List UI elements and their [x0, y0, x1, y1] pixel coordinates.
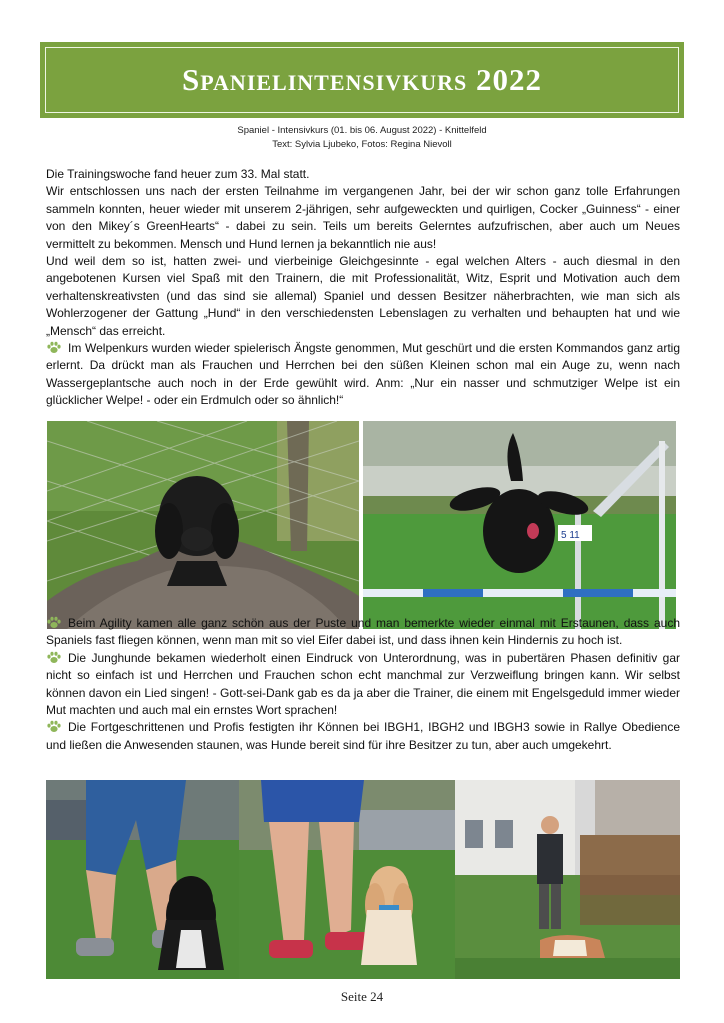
junghunde-text: Die Junghunde bekamen wiederholt einen Eindruck von Unterordnung, was in pubertären Phasen definitiv gar nicht so einfach ist und Herrchen und Frauchen schon echt manchmal zur Verzweiflung bringen kann. Wir selbst können davon ein Lied singen! - Gott-sei-Dank gab es da ja aber die Trainer, die einem mit Engelsgeduld immer wieder Mut machten und auch mal ein ernstes Wort sprachen! [46, 650, 680, 718]
title-frame [45, 47, 679, 113]
welpen-paragraph [46, 340, 680, 410]
paw-icon [46, 341, 62, 354]
junghunde-paragraph [46, 650, 680, 720]
fortgeschrittene-paragraph [46, 719, 680, 754]
agility-paragraph [46, 615, 680, 650]
article-subtitle: Spaniel - Intensivkurs (01. bis 06. August 2022) - Knittelfeld [237, 125, 487, 136]
article-top-text [46, 166, 680, 410]
obstacle-number-sign: 5 11 [561, 530, 580, 541]
photo-cocker-heel-left [46, 780, 239, 979]
intro-paragraph-2: Und weil dem so ist, hatten zwei- und vierbeinige Gleichgesinnte - egal welchen Alters - auch diesmal in den angebotenen Kursen viel Spaß mit den Trainern, die mit Professionalität, Witz, Esprit und Motivation auch dem verhaltenskreativsten (und das sind sie allemal) Spaniel und dessen Besitzer näherbrachten, wie man sich als Wohlerzogener der Gattung „Hund“ in den verschiedensten Lebenslagen zu verhalten und behaupten hat und wie „Mensch“ das erreicht. [46, 254, 680, 338]
intro-paragraph: Wir entschlossen uns nach der ersten Teilnahme im vergangenen Jahr, bei der wir schon ganz tolle Erfahrungen sammeln konnten, heuer wieder mit unserem 2-jährigen, sehr aufgeweckten und quirligen, Cocker „Guinness“ - einer von den Mikey´s GreenHearts“ - dabei zu sein. Teils um bereits Gelerntes aufzufrischen, aber auch um Neues vermittelt zu bekommen. Mensch und Hund lernen ja bekanntlich nie aus! [46, 184, 680, 251]
intro-line: Die Trainingswoche fand heuer zum 33. Mal statt. [46, 167, 310, 181]
agility-text: Beim Agility kamen alle ganz schön aus der Puste und man bemerkte wieder einmal mit Erstaunen, dass auch Spaniels fast fliegen können, wenn man mit so viel Eifer dabei ist, und dass ihnen kein Hindernis zu hoch ist. [46, 616, 680, 648]
page-title: Spanielintensivkurs 2022 [182, 62, 542, 97]
photo-cocker-heel-center [239, 780, 455, 979]
page-number: Seite 24 [340, 989, 384, 1004]
fortgeschrittene-text: Die Fortgeschrittenen und Profis festigten ihr Können bei IBGH1, IBGH2 und IBGH3 sowie in Rallye Obedience und ließen die Anwesenden staunen, was Hunde bereit sind für ihre Besitzer zu tun, aber auch umgekehrt. [46, 720, 680, 752]
paw-icon [46, 651, 62, 664]
photo-puppy-mound [47, 421, 359, 629]
paw-icon [46, 720, 62, 733]
welpen-text: Im Welpenkurs wurden wieder spielerisch Ängste genommen, Mut geschürt und die ersten Kommandos ganz artig erlernt. Da drückt man als Frauchen und Herrchen bei den süßen Kleinen schon mal ein Auge zu, wenn nach Wassergeplantsche auch noch in der Erde gewühlt wird. Anm: „Nur ein nasser und schmutziger Welpe ist ein glücklicher Welpe! - oder ein Erdmulch oder so ähnlich!“ [46, 341, 680, 408]
paw-icon [46, 616, 62, 629]
photo-agility-jump [363, 421, 676, 629]
photo-trainer-spaniel [455, 780, 680, 979]
article-credits: Text: Sylvia Ljubeko, Fotos: Regina Nievoll [272, 139, 452, 150]
title-banner [40, 42, 684, 118]
article-bottom-text [46, 615, 680, 754]
